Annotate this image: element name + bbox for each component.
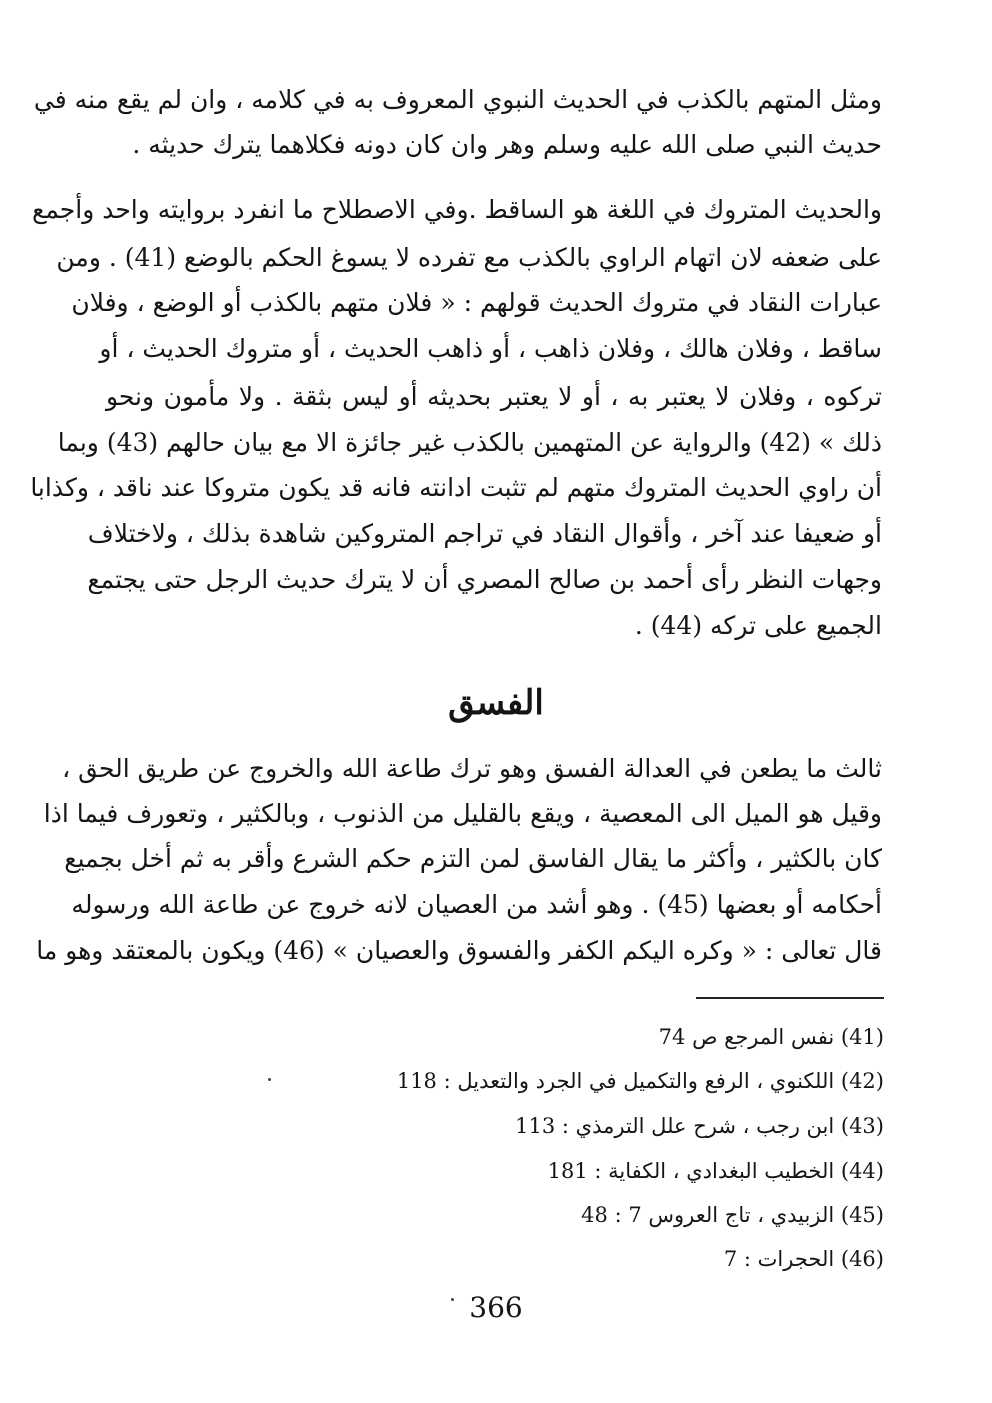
footnote: (46) الحجرات : 7 [723,1247,884,1271]
text-line: ومثل المتهم بالكذب في الحديث النبوي المعروف به في كلامه ، وان لم يقع منه في [33,85,882,114]
text-line: تركوه ، وفلان لا يعتبر به ، أو لا يعتبر بحديثه أو ليس بثقة . ولا مأمون ونحو [106,382,882,411]
footnote: (43) ابن رجب ، شرح علل الترمذي : 113 [515,1114,884,1138]
footnote: (45) الزبيدي ، تاج العروس 7 : 48 [581,1203,884,1227]
text-line: وقيل هو الميل الى المعصية ، ويقع بالقليل من الذنوب ، وبالكثير ، وتعورف فيما اذا [43,799,882,828]
section-heading: الفسق [448,683,544,723]
text-line: ذلك » (42) والرواية عن المتهمين بالكذب غير جائزة الا مع بيان حالهم (43) وبما [57,428,882,457]
text-line: أحكامه أو بعضها (45) . وهو أشد من العصيان لانه خروج عن طاعة الله ورسوله [71,890,882,919]
text-line: ثالث ما يطعن في العدالة الفسق وهو ترك طاعة الله والخروج عن طريق الحق ، [62,754,882,783]
footnote: (42) اللكنوي ، الرفع والتكميل في الجرد والتعديل : 118 [396,1069,884,1093]
text-line: والحديث المتروك في اللغة هو الساقط .وفي الاصطلاح ما انفرد بروايته واحد وأجمع [32,195,882,224]
text-line: الجميع على تركه (44) . [634,611,882,640]
text-line: وجهات النظر رأى أحمد بن صالح المصري أن لا يترك حديث الرجل حتى يجتمع [87,565,882,594]
footnote-separator [696,997,884,999]
text-line: قال تعالى : « وكره اليكم الكفر والفسوق والعصيان » (46) ويكون بالمعتقد وهو ما [36,936,882,965]
text-line: على ضعفه لان اتهام الراوي بالكذب مع تفرده لا يسوغ الحكم بالوضع (41) . ومن [56,243,882,272]
text-line: ساقط ، وفلان هالك ، وفلان ذاهب ، أو ذاهب الحديث ، أو متروك الحديث ، أو [99,334,882,363]
footnote: (41) نفس المرجع ص 74 [658,1025,884,1049]
text-line: أو ضعيفا عند آخر ، وأقوال النقاد في تراجم المتروكين شاهدة بذلك ، ولاختلاف [87,519,882,548]
text-line: أن راوي الحديث المتروك متهم لم تثبت ادانته فانه قد يكون متروكا عند ناقد ، وكذابا [30,473,882,502]
text-line: عبارات النقاد في متروك الحديث قولهم : « فلان متهم بالكذب أو الوضع ، وفلان [71,288,882,317]
text-line: كان بالكثير ، وأكثر ما يقال الفاسق لمن التزم حكم الشرع وأقر به ثم أخل بجميع [64,844,882,873]
footnote: (44) الخطيب البغدادي ، الكفاية : 181 [547,1159,884,1183]
scan-speck [268,1078,271,1081]
page-number: 366 [469,1291,523,1324]
text-line: حديث النبي صلى الله عليه وسلم وهر وان كان دونه فكلاهما يترك حديثه . [132,130,882,159]
